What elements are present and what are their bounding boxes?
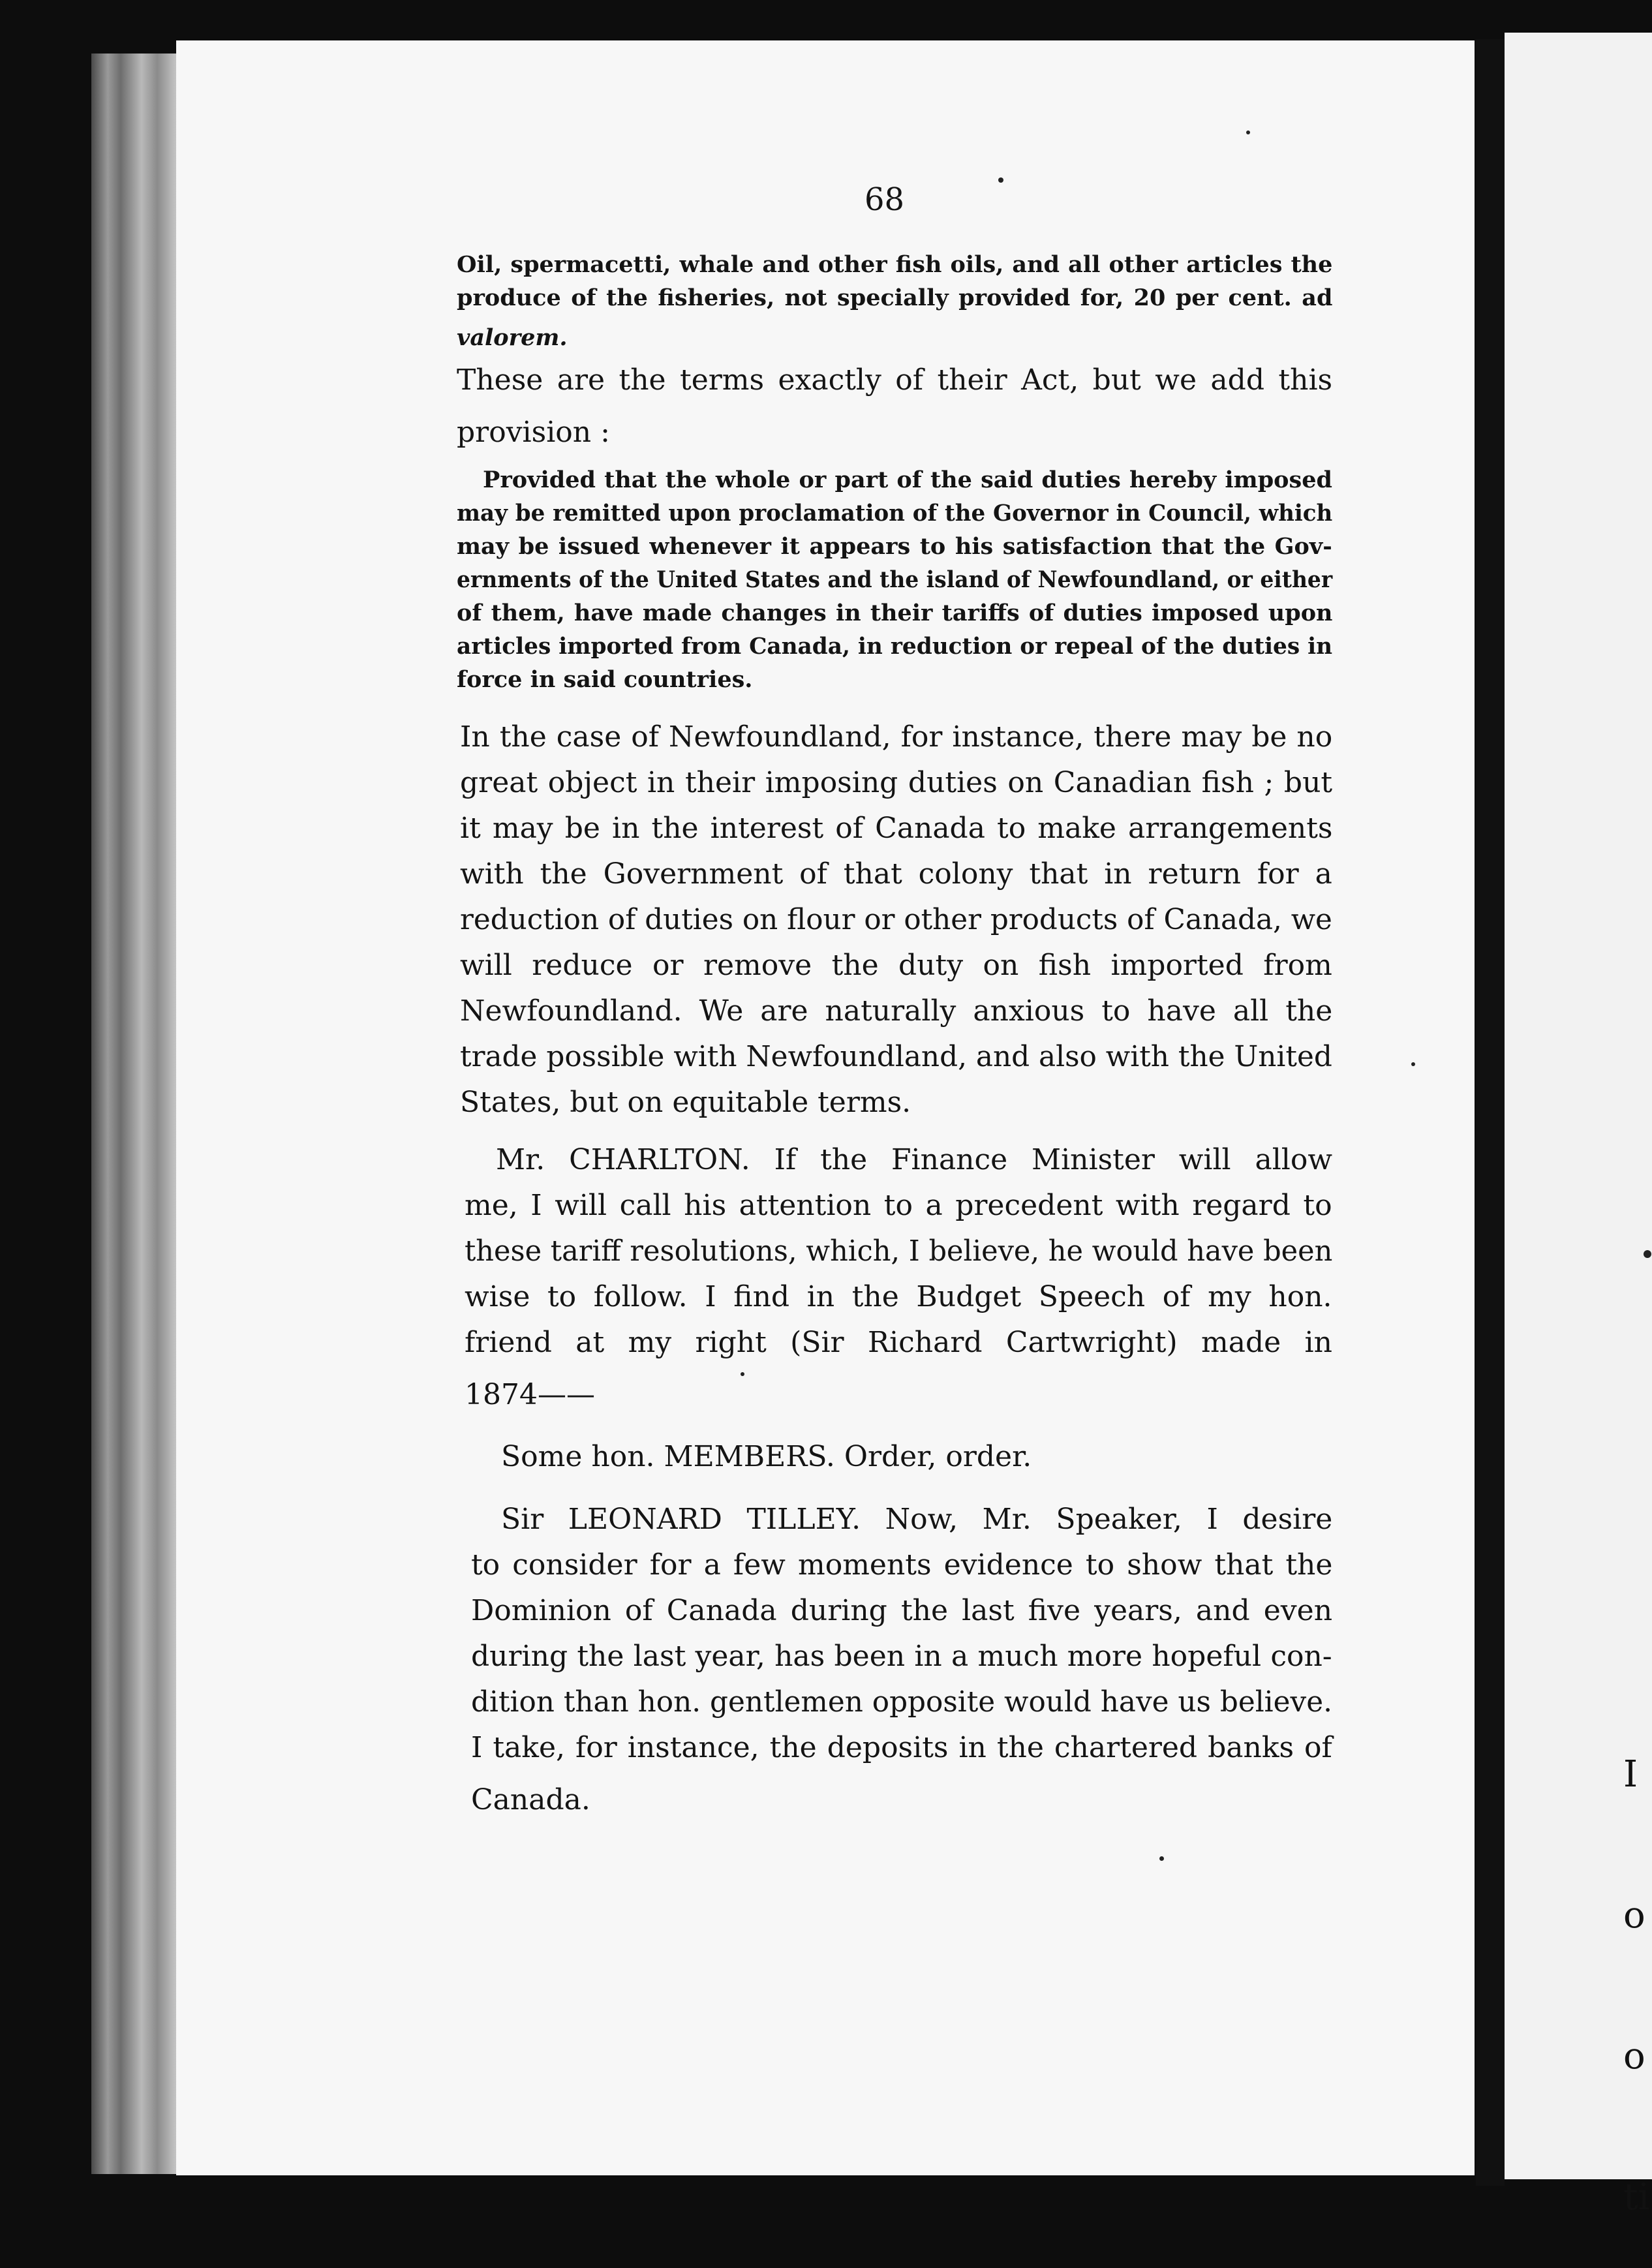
text-line: valorem. <box>457 324 568 351</box>
text-line: I take, for instance, the deposits in the chartered banks of <box>471 1731 1332 1764</box>
facing-page-line: o <box>1623 2035 1645 2077</box>
book-spine <box>91 54 183 2174</box>
text-line: it may be in the interest of Canada to make arrangements <box>460 812 1333 845</box>
text-line: ernments of the United States and the island of Newfoundland, or either <box>457 566 1333 593</box>
text-line: reduction of duties on flour or other products of Canada, we <box>460 903 1332 936</box>
ink-speck <box>998 177 1003 183</box>
text-line: Oil, spermacetti, whale and other fish oils, and all other articles the <box>457 251 1333 278</box>
facing-page-line: ti <box>1623 2176 1650 2218</box>
text-line: States, but on equitable terms. <box>460 1086 911 1119</box>
text-line: great object in their imposing duties on Canadian fish ; but <box>460 766 1333 799</box>
text-line: these tariff resolutions, which, I believe, he would have been <box>465 1234 1333 1268</box>
text-line: In the case of Newfoundland, for instance, there may be no <box>460 720 1333 754</box>
text-line: may be issued whenever it appears to his satisfaction that the Gov- <box>457 533 1332 560</box>
ink-speck <box>741 1372 744 1376</box>
text-line: Mr. CHARLTON. If the Finance Minister will allow <box>496 1143 1332 1176</box>
text-line: Newfoundland. We are naturally anxious to have all the <box>460 994 1333 1028</box>
text-line: dition than hon. gentlemen opposite would have us believe. <box>471 1685 1332 1719</box>
text-line: with the Government of that colony that in return for a <box>460 857 1332 891</box>
text-line: force in said countries. <box>457 666 753 693</box>
facing-page-line: o <box>1623 1894 1645 1937</box>
text-line: These are the terms exactly of their Act, but we add this <box>457 363 1333 397</box>
text-line: provision : <box>457 416 610 449</box>
ink-speck <box>1411 1062 1415 1066</box>
text-line: wise to follow. I find in the Budget Speech of my hon. <box>465 1280 1332 1313</box>
page-number: 68 <box>864 181 905 218</box>
ink-speck <box>1644 1250 1651 1258</box>
text-line: Provided that the whole or part of the said duties hereby imposed <box>483 467 1332 493</box>
text-line: friend at my right (Sir Richard Cartwright) made in <box>465 1326 1332 1359</box>
text-line: may be remitted upon proclamation of the Governor in Council, which <box>457 500 1333 527</box>
text-line: produce of the fisheries, not specially provided for, 20 per cent. ad <box>457 284 1333 311</box>
text-line: Sir LEONARD TILLEY. Now, Mr. Speaker, I desire <box>501 1503 1333 1536</box>
text-line: trade possible with Newfoundland, and also with the United <box>460 1040 1332 1073</box>
text-line: Dominion of Canada during the last five years, and even <box>471 1594 1333 1627</box>
text-line: during the last year, has been in a much more hopeful con- <box>471 1640 1332 1673</box>
text-line: will reduce or remove the duty on fish imported from <box>460 949 1332 982</box>
facing-page-edge-text <box>1623 1657 1652 2268</box>
text-line: articles imported from Canada, in reduction or repeal of the duties in <box>457 633 1333 660</box>
text-line: 1874—— <box>465 1378 595 1411</box>
ink-speck <box>1246 130 1250 134</box>
text-line: to consider for a few moments evidence to show that the <box>471 1548 1333 1582</box>
ink-speck <box>1159 1856 1164 1861</box>
text-line: Some hon. MEMBERS. Order, order. <box>501 1440 1032 1473</box>
text-line: Canada. <box>471 1783 590 1816</box>
text-line: me, I will call his attention to a precedent with regard to <box>465 1189 1332 1222</box>
text-line: of them, have made changes in their tariffs of duties imposed upon <box>457 600 1333 626</box>
facing-page-line: I <box>1623 1753 1638 1796</box>
page-gutter <box>1476 39 1505 2186</box>
